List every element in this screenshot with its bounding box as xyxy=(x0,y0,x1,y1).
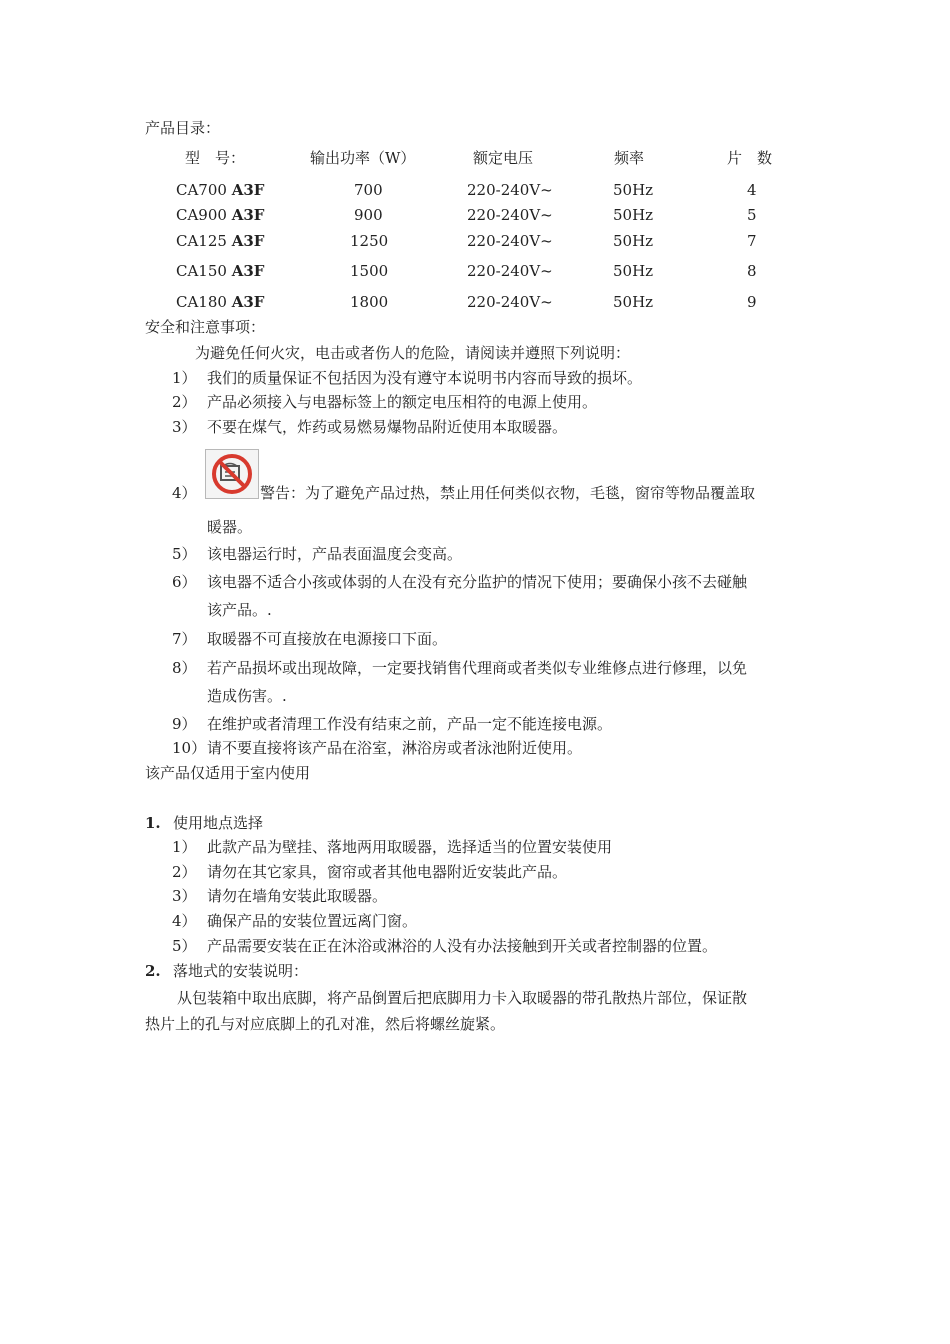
list-item-continuation: 造成伤害。. xyxy=(207,687,287,705)
item-number: 1） xyxy=(172,838,197,856)
list-item: 警告：为了避免产品过热，禁止用任何类似衣物，毛毯，窗帘等物品覆盖取 xyxy=(260,484,756,502)
item-number: 8） xyxy=(172,659,197,677)
item-number: 3） xyxy=(172,418,197,436)
model-cell: CA900 A3F xyxy=(176,206,265,224)
model-cell: CA125 A3F xyxy=(176,232,265,250)
safety-heading: 安全和注意事项： xyxy=(145,318,266,336)
item-number: 2） xyxy=(172,863,197,881)
list-item-continuation: 该产品。. xyxy=(207,601,272,619)
column-header-frequency: 频率 xyxy=(614,149,645,167)
paragraph-line: 从包装箱中取出底脚，将产品倒置后把底脚用力卡入取暖器的带孔散热片部位，保证散 xyxy=(177,989,748,1007)
pieces-cell: 7 xyxy=(747,232,757,250)
voltage-cell: 220-240V~ xyxy=(467,293,553,311)
paragraph-line: 热片上的孔与对应底脚上的孔对准，然后将螺丝旋紧。 xyxy=(145,1015,506,1033)
item-number: 2） xyxy=(172,393,197,411)
voltage-cell: 220-240V~ xyxy=(467,181,553,199)
frequency-cell: 50Hz xyxy=(613,232,654,250)
power-cell: 1500 xyxy=(350,262,389,280)
voltage-cell: 220-240V~ xyxy=(467,262,553,280)
frequency-cell: 50Hz xyxy=(613,206,654,224)
item-number: 6） xyxy=(172,573,197,591)
list-item: 该电器运行时，产品表面温度会变高。 xyxy=(207,545,463,563)
frequency-cell: 50Hz xyxy=(613,181,654,199)
section-title: 落地式的安装说明： xyxy=(173,962,309,980)
model-cell: CA150 A3F xyxy=(176,262,265,280)
item-number: 3） xyxy=(172,887,197,905)
list-item: 请勿在其它家具，窗帘或者其他电器附近安装此产品。 xyxy=(207,863,568,881)
list-item: 我们的质量保证不包括因为没有遵守本说明书内容而导致的损坏。 xyxy=(207,369,643,387)
section-number: 1. xyxy=(145,814,161,832)
item-number: 1） xyxy=(172,369,197,387)
item-number: 4） xyxy=(172,484,197,502)
power-cell: 1250 xyxy=(350,232,389,250)
catalog-heading: 产品目录： xyxy=(145,119,221,137)
no-covering-icon xyxy=(205,449,259,499)
pieces-cell: 9 xyxy=(747,293,757,311)
section-number: 2. xyxy=(145,962,161,980)
pieces-cell: 5 xyxy=(747,206,757,224)
list-item: 该电器不适合小孩或体弱的人在没有充分监护的情况下使用；要确保小孩不去碰触 xyxy=(207,573,748,591)
power-cell: 900 xyxy=(354,206,383,224)
frequency-cell: 50Hz xyxy=(613,293,654,311)
list-item: 不要在煤气，炸药或易燃易爆物品附近使用本取暖器。 xyxy=(207,418,568,436)
indoor-use-note: 该产品仅适用于室内使用 xyxy=(145,764,311,782)
list-item: 请不要直接将该产品在浴室，淋浴房或者泳池附近使用。 xyxy=(207,739,583,757)
safety-intro: 为避免任何火灾，电击或者伤人的危险，请阅读并遵照下列说明： xyxy=(195,344,631,362)
section-title: 使用地点选择 xyxy=(173,814,264,832)
item-number: 9） xyxy=(172,715,197,733)
pieces-cell: 8 xyxy=(747,262,757,280)
voltage-cell: 220-240V~ xyxy=(467,232,553,250)
column-header-power: 输出功率（W） xyxy=(310,149,416,167)
power-cell: 1800 xyxy=(350,293,389,311)
column-header-model: 型 号： xyxy=(185,149,246,167)
item-number: 10） xyxy=(172,739,207,757)
pieces-cell: 4 xyxy=(747,181,757,199)
voltage-cell: 220-240V~ xyxy=(467,206,553,224)
item-number: 4） xyxy=(172,912,197,930)
list-item: 产品必须接入与电器标签上的额定电压相符的电源上使用。 xyxy=(207,393,598,411)
list-item: 取暖器不可直接放在电源接口下面。 xyxy=(207,630,448,648)
list-item: 在维护或者清理工作没有结束之前，产品一定不能连接电源。 xyxy=(207,715,613,733)
list-item: 此款产品为壁挂、落地两用取暖器，选择适当的位置安装使用 xyxy=(207,838,613,856)
item-number: 5） xyxy=(172,545,197,563)
column-header-voltage: 额定电压 xyxy=(473,149,534,167)
frequency-cell: 50Hz xyxy=(613,262,654,280)
power-cell: 700 xyxy=(354,181,383,199)
item-number: 7） xyxy=(172,630,197,648)
list-item-continuation: 暖器。 xyxy=(207,518,253,536)
model-cell: CA700 A3F xyxy=(176,181,265,199)
model-cell: CA180 A3F xyxy=(176,293,265,311)
list-item: 请勿在墙角安装此取暖器。 xyxy=(207,887,388,905)
list-item: 确保产品的安装位置远离门窗。 xyxy=(207,912,418,930)
item-number: 5） xyxy=(172,937,197,955)
column-header-pieces: 片 数 xyxy=(727,149,773,167)
list-item: 产品需要安装在正在沐浴或淋浴的人没有办法接触到开关或者控制器的位置。 xyxy=(207,937,718,955)
list-item: 若产品损坏或出现故障，一定要找销售代理商或者类似专业维修点进行修理，以免 xyxy=(207,659,748,677)
